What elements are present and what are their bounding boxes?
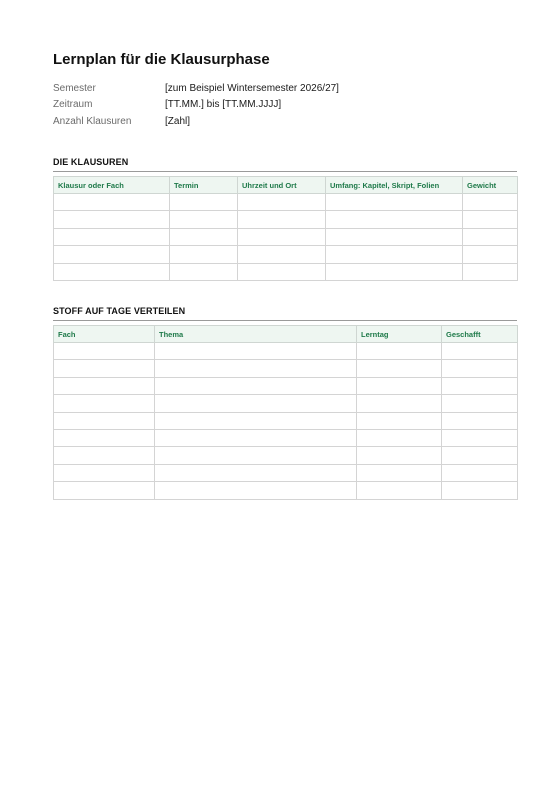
table-cell[interactable]: [155, 429, 357, 446]
meta-label: Semester: [53, 82, 96, 94]
column-header: Gewicht: [463, 177, 518, 194]
table-cell[interactable]: [463, 228, 518, 245]
table-cell[interactable]: [155, 360, 357, 377]
table-cell[interactable]: [357, 464, 442, 481]
table-cell[interactable]: [463, 194, 518, 211]
meta-row-zeitraum: [53, 97, 517, 114]
document-header: [53, 50, 517, 130]
table-cell[interactable]: [357, 360, 442, 377]
table-cell[interactable]: [170, 194, 238, 211]
table-cell[interactable]: [326, 246, 463, 263]
table-cell[interactable]: [155, 343, 357, 360]
exams-table: [53, 176, 518, 281]
table-cell[interactable]: [54, 360, 155, 377]
meta-label: Anzahl Klausuren: [53, 115, 132, 127]
table-row: [54, 360, 518, 377]
column-header: Lerntag: [357, 326, 442, 343]
table-row: [54, 395, 518, 412]
table-cell[interactable]: [463, 263, 518, 280]
table-cell[interactable]: [54, 447, 155, 464]
table-cell[interactable]: [357, 377, 442, 394]
table-row: [54, 377, 518, 394]
table-cell[interactable]: [326, 194, 463, 211]
table-cell[interactable]: [442, 464, 518, 481]
table-cell[interactable]: [54, 482, 155, 499]
column-header: Klausur oder Fach: [54, 177, 170, 194]
table-cell[interactable]: [155, 464, 357, 481]
table-cell[interactable]: [155, 377, 357, 394]
table-cell[interactable]: [463, 246, 518, 263]
table-cell[interactable]: [238, 246, 326, 263]
table-header-row: [54, 177, 518, 194]
table-cell[interactable]: [155, 412, 357, 429]
table-row: [54, 482, 518, 499]
table-cell[interactable]: [54, 412, 155, 429]
meta-value[interactable]: [zum Beispiel Wintersemester 2026/27]: [165, 82, 339, 94]
table-cell[interactable]: [357, 482, 442, 499]
table-cell[interactable]: [326, 228, 463, 245]
table-cell[interactable]: [170, 263, 238, 280]
table-cell[interactable]: [54, 246, 170, 263]
table-cell[interactable]: [357, 447, 442, 464]
table-cell[interactable]: [54, 464, 155, 481]
plan-section: [53, 306, 517, 500]
column-header: Geschafft: [442, 326, 518, 343]
table-cell[interactable]: [54, 377, 155, 394]
table-cell[interactable]: [442, 482, 518, 499]
table-cell[interactable]: [357, 429, 442, 446]
table-cell[interactable]: [155, 447, 357, 464]
table-cell[interactable]: [238, 228, 326, 245]
table-row: [54, 343, 518, 360]
table-cell[interactable]: [357, 343, 442, 360]
table-cell[interactable]: [442, 360, 518, 377]
table-cell[interactable]: [238, 263, 326, 280]
table-row: [54, 429, 518, 446]
table-cell[interactable]: [54, 395, 155, 412]
section-heading: STOFF AUF TAGE VERTEILEN: [53, 306, 517, 321]
table-cell[interactable]: [442, 447, 518, 464]
table-row: [54, 211, 518, 228]
meta-value[interactable]: [TT.MM.] bis [TT.MM.JJJJ]: [165, 99, 282, 111]
table-cell[interactable]: [442, 395, 518, 412]
table-cell[interactable]: [326, 211, 463, 228]
table-cell[interactable]: [357, 412, 442, 429]
table-row: [54, 412, 518, 429]
table-cell[interactable]: [54, 211, 170, 228]
plan-table: [53, 325, 518, 500]
table-cell[interactable]: [238, 194, 326, 211]
table-cell[interactable]: [170, 246, 238, 263]
table-row: [54, 228, 518, 245]
table-cell[interactable]: [54, 343, 155, 360]
table-row: [54, 263, 518, 280]
column-header: Termin: [170, 177, 238, 194]
meta-info: [53, 80, 517, 130]
table-cell[interactable]: [155, 482, 357, 499]
table-cell[interactable]: [326, 263, 463, 280]
table-cell[interactable]: [238, 211, 326, 228]
column-header: Umfang: Kapitel, Skript, Folien: [326, 177, 463, 194]
table-row: [54, 194, 518, 211]
table-row: [54, 464, 518, 481]
table-cell[interactable]: [54, 194, 170, 211]
table-cell[interactable]: [357, 395, 442, 412]
table-header-row: [54, 326, 518, 343]
table-cell[interactable]: [442, 429, 518, 446]
meta-row-anzahl: [53, 113, 517, 130]
table-cell[interactable]: [54, 263, 170, 280]
table-cell[interactable]: [442, 343, 518, 360]
table-cell[interactable]: [54, 429, 155, 446]
meta-label: Zeitraum: [53, 99, 93, 111]
table-row: [54, 246, 518, 263]
table-cell[interactable]: [442, 377, 518, 394]
section-heading: DIE KLAUSUREN: [53, 157, 517, 172]
table-cell[interactable]: [442, 412, 518, 429]
exams-section: [53, 157, 517, 281]
table-cell[interactable]: [54, 228, 170, 245]
table-cell[interactable]: [463, 211, 518, 228]
table-cell[interactable]: [170, 211, 238, 228]
meta-row-semester: [53, 80, 517, 97]
table-row: [54, 447, 518, 464]
column-header: Thema: [155, 326, 357, 343]
table-cell[interactable]: [155, 395, 357, 412]
page-title: Lernplan für die Klausurphase: [53, 51, 270, 68]
column-header: Uhrzeit und Ort: [238, 177, 326, 194]
table-cell[interactable]: [170, 228, 238, 245]
meta-value[interactable]: [Zahl]: [165, 115, 191, 127]
column-header: Fach: [54, 326, 155, 343]
